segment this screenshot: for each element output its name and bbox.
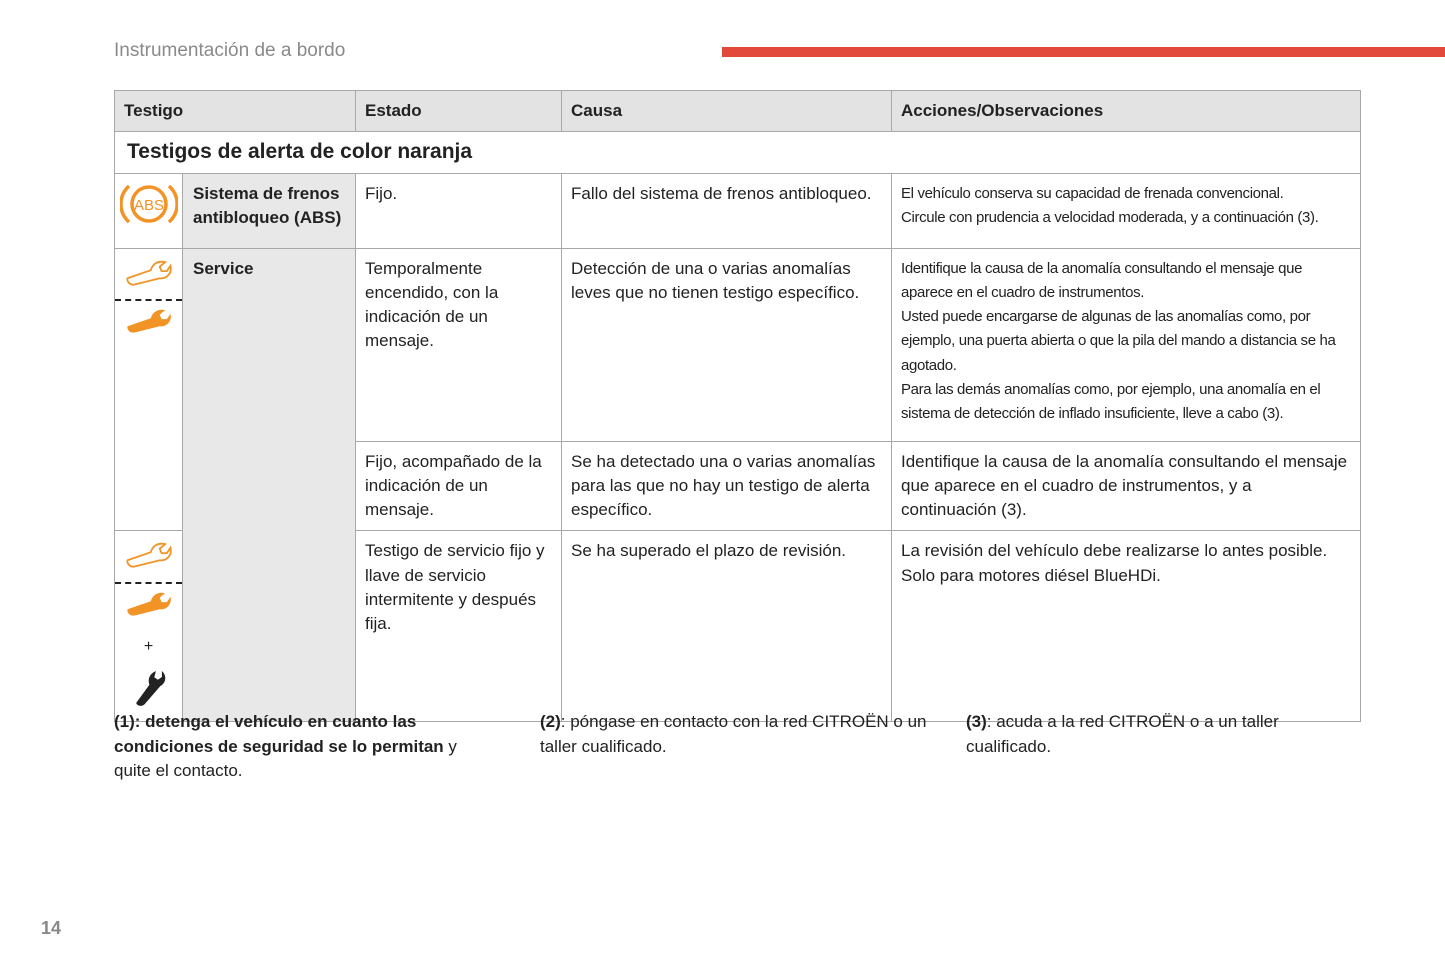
- service-acciones: [892, 248, 1361, 441]
- service-icon-cell: [115, 248, 183, 531]
- footnote-text: : acuda a la red CITROËN o a un taller cualificado.: [966, 712, 1279, 756]
- service-wrench-outline-icon: [121, 255, 177, 289]
- service-estado: Temporalmente encendido, con la indicación de un mensaje.: [356, 248, 562, 441]
- divider: [115, 582, 182, 584]
- service-causa: Se ha detectado una o varias anomalías para las que no hay un testigo de alerta específico.: [562, 441, 892, 531]
- service-causa: Detección de una o varias anomalías leves que no tienen testigo específico.: [562, 248, 892, 441]
- section-header: Instrumentación de a bordo: [114, 40, 346, 61]
- divider: [115, 299, 182, 301]
- table-row: [115, 248, 1361, 441]
- section-title: Testigos de alerta de color naranja: [115, 132, 1361, 173]
- col-acciones: Acciones/Observaciones: [892, 91, 1361, 132]
- col-estado: Estado: [356, 91, 562, 132]
- footnote-ref: (2): [540, 712, 561, 731]
- col-testigo: Testigo: [115, 91, 356, 132]
- footnote-1: [114, 710, 494, 784]
- text-line: Identifique la causa de la anomalía consultando el mensaje que aparece en el cuadro de instrumentos.: [901, 259, 1303, 301]
- abs-name: Sistema de frenos antibloqueo (ABS): [183, 173, 356, 248]
- abs-icon-cell: [115, 173, 183, 248]
- service-name: Service: [183, 248, 356, 721]
- text-line: Usted puede encargarse de algunas de las anomalías como, por ejemplo, una puerta abierta o que la pila del mando a distancia se ha agotado.: [901, 308, 1336, 374]
- col-causa: Causa: [562, 91, 892, 132]
- footnote-bold: : detenga el vehículo en cuanto las condiciones de seguridad se lo permitan: [114, 712, 444, 756]
- text-line: El vehículo conserva su capacidad de frenada convencional.: [901, 184, 1284, 202]
- service-wrench-filled-icon: [121, 586, 177, 620]
- service-acciones: Identifique la causa de la anomalía consultando el mensaje que aparece en el cuadro de instrumentos, y a continuación (3).: [892, 441, 1361, 531]
- abs-acciones: [892, 173, 1361, 248]
- footnote-ref: (1): [114, 712, 135, 731]
- abs-warning-icon: [120, 180, 178, 228]
- footnote-2: [540, 710, 930, 759]
- abs-estado: Fijo.: [356, 173, 562, 248]
- text-line: Solo para motores diésel BlueHDi.: [901, 565, 1161, 585]
- plus-sign: +: [143, 638, 154, 656]
- service-causa: Se ha superado el plazo de revisión.: [562, 531, 892, 721]
- service-icon-cell: [115, 531, 183, 721]
- text-line: La revisión del vehículo debe realizarse lo antes posible.: [901, 541, 1328, 561]
- section-row: [115, 132, 1361, 173]
- footnote-3: [966, 710, 1336, 759]
- service-acciones: [892, 531, 1361, 721]
- text-line: Circule con prudencia a velocidad moderada, y a continuación (3).: [901, 208, 1319, 226]
- service-estado: Fijo, acompañado de la indicación de un mensaje.: [356, 441, 562, 531]
- table-header-row: [115, 91, 1361, 132]
- header-accent-bar: [722, 47, 1445, 57]
- table-row: [115, 173, 1361, 248]
- service-wrench-outline-icon: [121, 537, 177, 571]
- warning-lights-table: [114, 90, 1361, 722]
- svg-text:ABS: ABS: [133, 196, 164, 214]
- page-number: 14: [41, 918, 62, 938]
- text-line: Para las demás anomalías como, por ejemplo, una anomalía en el sistema de detección de inflado insuficiente, lleve a cabo (3).: [901, 381, 1321, 423]
- service-wrench-filled-icon: [121, 303, 177, 337]
- footnote-text: y quite el contacto.: [114, 736, 457, 780]
- maintenance-wrench-icon: [126, 667, 172, 707]
- service-estado: Testigo de servicio fijo y llave de servicio intermitente y después fija.: [356, 531, 562, 721]
- footnote-ref: (3): [966, 712, 987, 731]
- footnote-text: : póngase en contacto con la red CITROËN o un taller cualificado.: [540, 712, 927, 756]
- abs-causa: Fallo del sistema de frenos antibloqueo.: [562, 173, 892, 248]
